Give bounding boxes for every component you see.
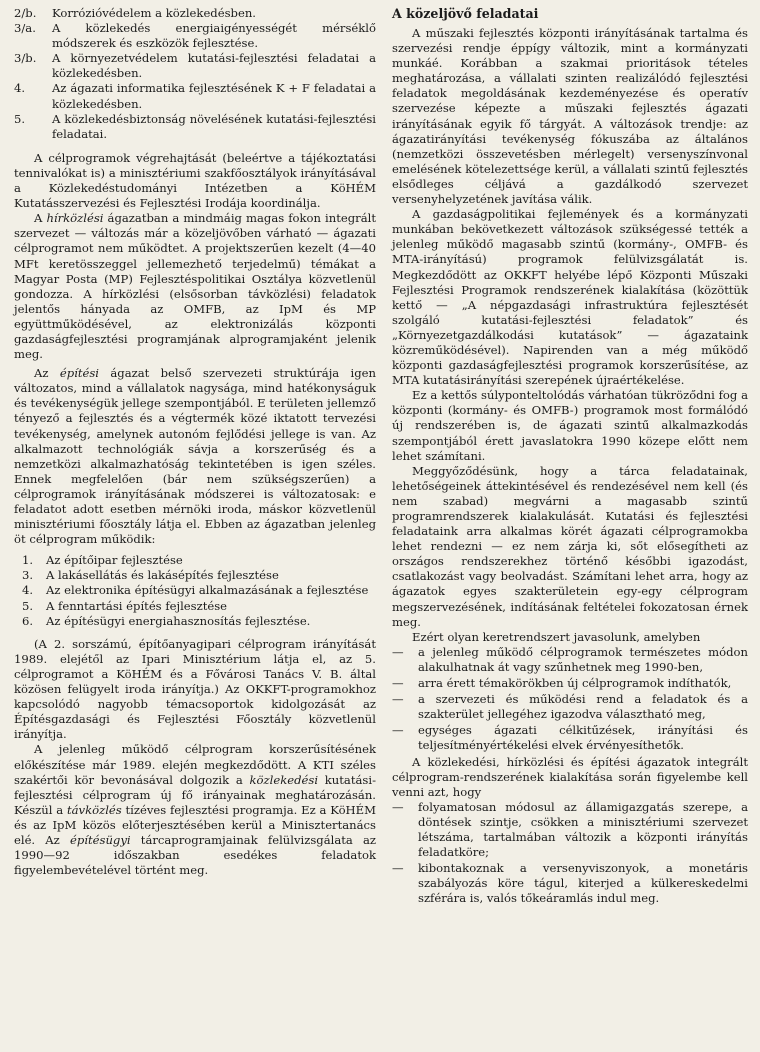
- topic-item-marker: 5.: [14, 111, 26, 126]
- topic-item: [14, 81, 376, 111]
- topic-item: [14, 51, 376, 81]
- dash-list-considerations: [392, 800, 748, 907]
- dash-item-marker: —: [392, 692, 404, 707]
- paragraph-r4: Meggyőződésünk, hogy a tárca feladatainak, lehetőségeinek áttekintésével és rendezésével nem kell (és nem szabad) megvárni a magasabb szintű programrendszerek kialakulását. Kutatási és fejlesztési feladataink arra alkalmas körét ágazati célprogramokba lehet rendezni — ez nem zárja ki, sőt elősegítheti az országos rendszerekhez történő későbbi igazodást, csatlakozást vagy beolvadást. Számítani lehet arra, hogy az ágazatok egyes szakterületein egy-egy célprogram megszervezésének, indításának feltételei fokozatosan érnek meg.: [392, 463, 748, 629]
- program-list: [14, 553, 376, 628]
- topic-list: [14, 6, 376, 142]
- paragraph-r3: Ez a kettős súlyponteltolódás várhatóan tükröződni fog a központi (kormány- és OMFB-) programok most formálódó új rendszerében is, de ágazati szintű alkalmazkodás szempontjából érett javaslatokra 1990 közepe előtt nem lehet számítani.: [392, 388, 748, 463]
- dash-item-text: a szervezeti és működési rend a feladatok és a szakterület jellegéhez igazodva választható meg,: [418, 692, 748, 722]
- dash-item: [392, 723, 748, 753]
- topic-item-marker: 3/a.: [14, 21, 36, 36]
- text-fragment: Az: [34, 366, 60, 381]
- program-item-marker: 1.: [22, 553, 34, 568]
- program-item-marker: 4.: [22, 583, 34, 598]
- dash-item-text: arra érett témakörökben új célprogramok indíthatók,: [418, 676, 732, 691]
- paragraph-modernization: [14, 742, 376, 878]
- program-item-text: Az építőipar fejlesztése: [46, 553, 183, 568]
- dash-item: [392, 645, 748, 675]
- paragraph-epitesi: [14, 366, 376, 547]
- paragraph-r2: A gazdaságpolitikai fejlemények és a kormányzati munkában bekövetkezett változások szükségessé tették a jelenleg működő magasabb szintű (kormány-, OMFB- és MTA-irányítású) programok felülvizsgálatát is. Megkezdődött az OKKFT helyébe lépő Központi Műszaki Fejlesztési Programok rendszerének kialakítása (közöttük kettő — „A népgazdasági infrastruktúra fejlesztését szolgáló kutatási-fejlesztési feladatok” és „Környezetgazdálkodási kutatások” — ágazataink közreműködésével). Napirenden van a még működő központi gazdaságfejlesztési programok korszerűsítése, az MTA kutatásirányítási szerepének újraértékelése.: [392, 207, 748, 388]
- dash-item-text: folyamatosan módosul az államigazgatás szerepe, a döntések szintje, csökken a minisztériumi szervezet létszáma, tartalmában változik a központi irányítás feladatköre;: [418, 799, 748, 860]
- paragraph-r5: Ezért olyan keretrendszert javasolunk, amelyben: [412, 629, 701, 644]
- topic-item-text: Az ágazati informatika fejlesztésének K + F feladatai a közlekedésben.: [52, 81, 376, 111]
- text-fragment: ágazat belső szervezeti struktúrája igen változatos, mind a vállalatok nagysága, mind hatékonyságuk és tevékenységük jellege szempontjából. E területen jellemző tényező a fejlesztés és a végtermék közé iktatott tervezési tevékenység, amelynek autonóm fejlődési jellege is van. Az alkalmazott technológiák sávja a korszerűség és a nemzetközi alkalmazhatóság tekintetében is igen széles. Ennek megfelelően (bár nem szükségszerűen) a célprogramok irányításának módszerei is változatosak: e feladatot adott esetben mérnöki iroda, máskor közvetlenül minisztériumi főosztály látja el. Ebben az ágazatban jelenleg öt célprogram működik:: [14, 366, 377, 547]
- topic-item-marker: 2/b.: [14, 6, 37, 20]
- dash-item: [392, 861, 748, 906]
- right-column: [392, 6, 748, 907]
- text-fragment: A: [34, 211, 47, 226]
- program-item: [14, 614, 376, 629]
- left-column: [14, 6, 376, 878]
- section-heading: A közeljövő feladatai: [392, 6, 539, 21]
- dash-item-marker: —: [392, 644, 404, 659]
- topic-item-text: A környezetvédelem kutatási-fejlesztési feladatai a közlekedésben.: [52, 51, 376, 81]
- topic-item-text: Korrózióvédelem a közlekedésben.: [52, 6, 256, 20]
- program-item-marker: 6.: [22, 613, 34, 628]
- paragraph-coordination: A célprogramok végrehajtását (beleértve a tájékoztatási tennivalókat is) a minisztériumi szakfőosztályok irányításával a Közlekedéstudományi Intézetben a KöHÉM Kutatásszervezési és Fejlesztési Irodája koordinálja.: [14, 150, 376, 211]
- program-item-marker: 5.: [22, 598, 34, 613]
- italic-term: építésügyi: [69, 832, 131, 847]
- dash-list-framework: [392, 645, 748, 754]
- dash-item-marker: —: [392, 861, 404, 876]
- paragraph-hirkozles: [14, 211, 376, 362]
- italic-term: hírközlési: [46, 211, 104, 226]
- text-fragment: kutatási-fejlesztési célprogram új fő irányainak meghatározásán. Készül a: [14, 772, 376, 817]
- dash-item: [392, 676, 748, 691]
- topic-item-marker: 4.: [14, 81, 26, 96]
- topic-item: [14, 6, 376, 21]
- dash-item-text: egységes ágazati célkitűzések, irányítási és teljesítményértékelési elvek érvényesíthetők.: [418, 723, 748, 753]
- program-item: [14, 553, 376, 568]
- text-fragment: tárcaprogramjainak felülvizsgálata az 1990—92 időszakban esedékes feladatok figyelembevételével történt meg.: [14, 832, 377, 878]
- italic-term: építési: [59, 366, 100, 381]
- dash-item-text: kibontakoznak a versenyviszonyok, a monetáris szabályozás köre tágul, kiterjed a külkereskedelmi szférára is, valós tőkeáramlás indul meg.: [418, 861, 748, 906]
- italic-term: közlekedési: [249, 772, 319, 787]
- topic-item-text: A közlekedés energiaigényességét mérséklő módszerek és eszközök fejlesztése.: [52, 21, 376, 51]
- program-item-text: A lakásellátás és lakásépítés fejlesztése: [46, 568, 279, 583]
- program-item-text: A fenntartási építés fejlesztése: [46, 598, 228, 613]
- topic-item-marker: 3/b.: [14, 51, 37, 66]
- dash-item-text: a jelenleg működő célprogramok természetes módon alakulhatnak át vagy szűnhetnek meg 1990-ben,: [418, 644, 748, 674]
- dash-item: [392, 800, 748, 860]
- italic-term: távközlés: [66, 802, 122, 817]
- text-fragment: A jelenleg működő célprogram korszerűsítésének előkészítése már 1989. elején megkezdődött. A KTI széles szakértői kör bevonásával dolgozik a: [14, 742, 376, 787]
- paragraph-r6: A közlekedési, hírközlési és építési ágazatok integrált célprogram-rendszerének kialakítása során figyelembe kell venni azt, hogy: [392, 754, 748, 799]
- paragraph-r1: A műszaki fejlesztés központi irányításának tartalma és szervezési rendje éppígy változik, mint a kormányzati munkáé. Korábban a szakmai prioritások tételes meghatározása, a vállalati szinten realizálódó fejlesztési feladatok megoldásának kezdeményezése és operatív szervezése képezte a műszaki fejlesztés ágazati irányításának egyik fő tárgyát. A változások trendje: az ágazatirányítási tevékenység fókuszába az általános (nemzetközi összevetésben mérlegelt) versenyszínvonal emelésének kötelezettsége kerül, a vállalati szintű fejlesztés elsődleges céljává a gazdálkodó szervezet versenyhelyzetének javítása válik.: [392, 26, 748, 207]
- topic-item: [14, 112, 376, 142]
- dash-item-marker: —: [392, 799, 404, 814]
- text-fragment: tízéves fejlesztési programja. Ez a KöHÉM és az IpM közös előterjesztésében kerül a Minisztertanács elé. Az: [14, 802, 376, 847]
- text-fragment: ágazatban a mindmáig magas fokon integrált szervezet — változás már a közeljövőben várható — ágazati célprogramot nem működtet. A projektszerűen kezelt (4—40 MFt keretösszeggel jellemezhető terjedelmű) témákat a Magyar Posta (MP) Fejlesztéspolitikai Osztálya közvetlenül gondozza. A hírközlési (elsősorban távközlési) feladatok jelentős hányada az OMFB, az IpM és MP együttműködésével, az elektronizálás központi gazdaságfejlesztési programjának alprogramjaként jelenik meg.: [14, 211, 376, 362]
- program-item: [14, 599, 376, 614]
- dash-item: [392, 692, 748, 722]
- program-item-text: Az elektronika építésügyi alkalmazásának a fejlesztése: [46, 583, 369, 598]
- dash-item-marker: —: [392, 723, 404, 738]
- program-item: [14, 568, 376, 583]
- paragraph-program-note: (A 2. sorszámú, építőanyagipari célprogram irányítását 1989. elejétől az Ipari Minisztérium látja el, az 5. célprogramot a KöHÉM és a Fővárosi Tanács V. B. által közösen felügyelt iroda irányítja.) Az OKKFT-programokhoz kapcsolódó nagyobb témacsoportok kidolgozását az Építésgazdasági és Fejlesztési Főosztály közvetlenül irányítja.: [14, 636, 376, 742]
- program-item-text: Az építésügyi energiahasznosítás fejlesztése.: [46, 613, 311, 628]
- topic-item-text: A közlekedésbiztonság növelésének kutatási-fejlesztési feladatai.: [52, 111, 376, 141]
- program-item-marker: 3.: [22, 568, 34, 583]
- topic-item: [14, 21, 376, 51]
- program-item: [14, 583, 376, 598]
- dash-item-marker: —: [392, 676, 404, 691]
